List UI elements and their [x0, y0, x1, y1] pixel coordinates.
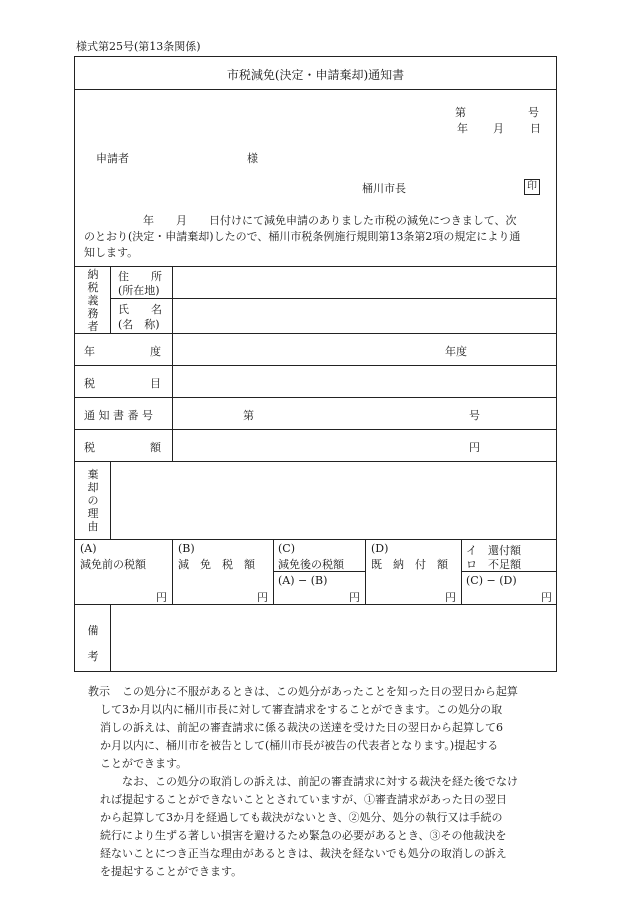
- date-day-label: 日: [530, 122, 541, 135]
- number-go-label: 号: [528, 106, 539, 119]
- col-e-shortage-label: ロ 不足額: [466, 558, 521, 571]
- body-line-2: のとおり(決定・申請棄却)したので、桶川市税条例施行規則第13条第2項の規定により通: [84, 230, 521, 243]
- divider: [461, 539, 462, 604]
- applicant-label: 申請者: [96, 152, 129, 165]
- divider: [74, 429, 557, 430]
- document-title: 市税減免(決定・申請棄却)通知書: [226, 68, 405, 82]
- notice-number-label: 通 知 書 番 号: [84, 409, 153, 422]
- date-year-label: 年: [457, 122, 468, 135]
- col-b-label: 減 免 税 額: [178, 558, 255, 571]
- address-label: 住 所: [118, 270, 162, 283]
- divider: [110, 461, 111, 539]
- instruction-p1-line-3: 消しの訴えは、前記の審査請求に係る裁決の送達を受けた日の翌日から起算して6: [100, 721, 503, 734]
- divider: [172, 539, 173, 604]
- col-a-yen: 円: [156, 591, 167, 604]
- instruction-p1-line-2: して3か月以内に桶川市長に対して審査請求をすることができます。この処分の取: [100, 703, 503, 716]
- divider: [74, 397, 557, 398]
- col-a-label: 減免前の税額: [80, 558, 146, 571]
- instruction-p2-line-6: を提起することができます。: [100, 865, 243, 878]
- divider: [74, 461, 557, 462]
- col-e-refund-label: イ 還付額: [466, 544, 521, 557]
- tax-amount-label: 税 額: [84, 441, 161, 454]
- number-dai-label: 第: [455, 106, 466, 119]
- instruction-p1-line-1: この処分に不服があるときは、この処分があったことを知った日の翌日から起算: [122, 685, 518, 698]
- instruction-p1-line-5: ことができます。: [100, 757, 188, 770]
- col-b-yen: 円: [257, 591, 268, 604]
- seal-mark: 印: [524, 179, 540, 195]
- nendo-label: 年 度: [84, 345, 161, 358]
- col-c-formula: (A) − (B): [278, 574, 328, 587]
- col-b-head: (B): [178, 542, 195, 555]
- instruction-title: 教示: [88, 685, 110, 698]
- col-c-label: 減免後の税額: [278, 558, 344, 571]
- instruction-p2-line-1: なお、この処分の取消しの訴えは、前記の審査請求に対する裁決を経た後でなけ: [122, 775, 518, 788]
- tax-amount-yen: 円: [469, 441, 480, 454]
- divider: [74, 266, 557, 267]
- body-line-3: 知します。: [84, 246, 139, 259]
- remarks-vertical-label: 備考: [87, 624, 99, 663]
- col-d-yen: 円: [445, 591, 456, 604]
- name-label: 氏 名: [118, 303, 162, 316]
- divider: [273, 539, 274, 604]
- divider: [74, 539, 557, 540]
- col-e-formula: (C) − (D): [466, 574, 517, 587]
- applicant-sama: 様: [247, 152, 258, 165]
- mayor-name: 桶川市長: [362, 182, 406, 195]
- divider: [110, 298, 557, 299]
- divider: [74, 365, 557, 366]
- address-sub-label: (所在地): [118, 284, 160, 297]
- divider: [74, 89, 557, 90]
- instruction-p2-line-3: から起算して3か月を経過しても裁決がないとき、②処分、処分の執行又は手続の: [100, 811, 503, 824]
- col-e-yen: 円: [541, 591, 552, 604]
- instruction-p1-line-4: か月以内に、桶川市を被告として(桶川市長が被告の代表者となります。)提起する: [100, 739, 499, 752]
- body-line-1: 年 月 日付けにて減免申請のありました市税の減免につきまして、次: [143, 214, 517, 227]
- instruction-p2-line-4: 続行により生ずる著しい損害を避けるため緊急の必要があるとき、③その他裁決を: [100, 829, 507, 842]
- divider: [74, 333, 557, 334]
- instruction-p2-line-2: れば提起することができないこととされていますが、①審査請求があった日の翌日: [100, 793, 507, 806]
- col-c-head: (C): [278, 542, 295, 555]
- taxpayer-vertical-label: 納税義務者: [87, 268, 99, 333]
- divider: [74, 604, 557, 605]
- form-code: 様式第25号(第13条関係): [76, 40, 201, 53]
- rejection-reason-vertical-label: 棄却の理由: [87, 468, 99, 533]
- col-d-head: (D): [371, 542, 389, 555]
- notice-go: 号: [469, 409, 480, 422]
- col-c-yen: 円: [349, 591, 360, 604]
- instruction-p2-line-5: 経ないことにつき正当な理由があるときは、裁決を経ないでも処分の取消しの訴え: [100, 847, 507, 860]
- name-sub-label: (名 称): [118, 318, 160, 331]
- col-a-head: (A): [80, 542, 97, 555]
- divider: [172, 266, 173, 461]
- divider: [110, 604, 111, 672]
- tax-item-label: 税 目: [84, 377, 161, 390]
- date-month-label: 月: [493, 122, 504, 135]
- col-d-label: 既 納 付 額: [371, 558, 448, 571]
- notice-dai: 第: [243, 409, 254, 422]
- divider: [110, 266, 111, 333]
- nendo-unit: 年度: [445, 345, 467, 358]
- divider: [365, 539, 366, 604]
